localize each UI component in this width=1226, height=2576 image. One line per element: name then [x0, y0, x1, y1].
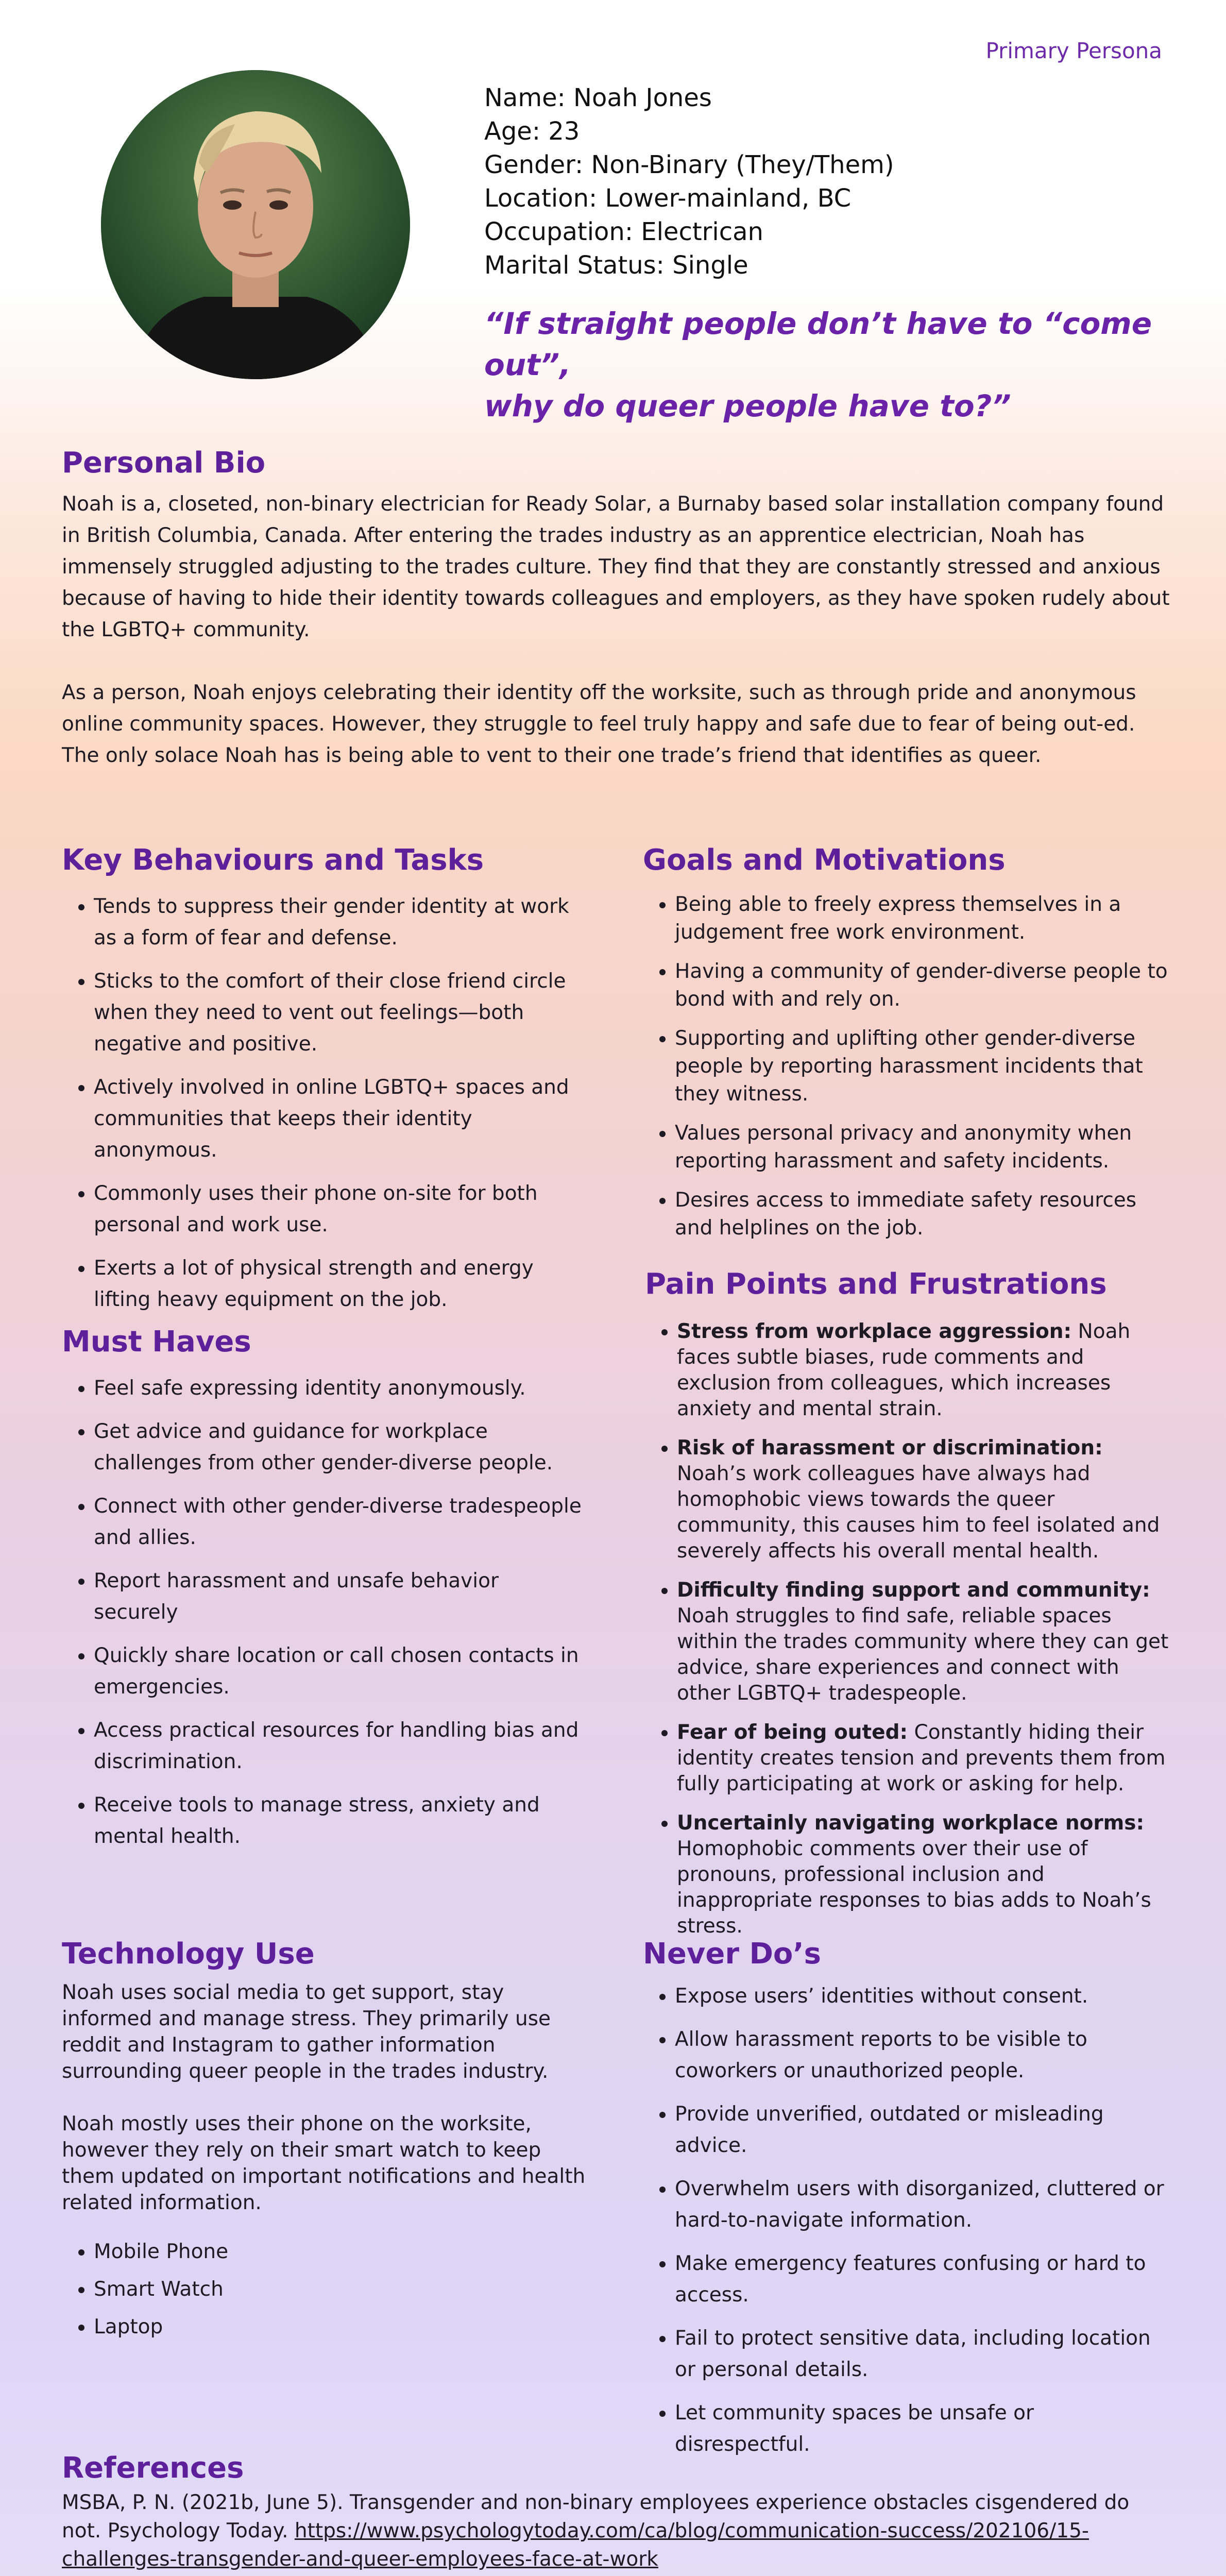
pain-point-text: Noah struggles to find safe, reliable spaces within the trades community where they can get advice, share experiences and connect with other LGBTQ+ tradespeople. [677, 1604, 1169, 1705]
profile-marital-status: Marital Status: Single [484, 251, 748, 280]
list-item: • Provide unverified, outdated or misleading advice. [675, 2098, 1168, 2161]
quote-line: why do queer people have to?” [484, 388, 1011, 423]
section-heading: References [62, 2451, 244, 2485]
pain-point-text: Homophobic comments over their use of pronouns, professional inclusion and inappropriate responses to bias adds to Noah’s stress. [677, 1837, 1151, 1938]
section-heading: Pain Points and Frustrations [645, 1267, 1107, 1301]
avatar [101, 70, 410, 379]
list-item: • Fail to protect sensitive data, including location or personal details. [675, 2323, 1168, 2385]
list-item: • Smart Watch [94, 2274, 587, 2305]
pain-point-title: Risk of harassment or discrimination: [677, 1436, 1103, 1460]
list-item: • Access practical resources for handling bias and discrimination. [94, 1715, 582, 1777]
list-item: • Tends to suppress their gender identity at work as a form of fear and defense. [94, 891, 582, 954]
must-haves-section [62, 1324, 582, 1864]
reference-text: MSBA, P. N. (2021b, June 5). Transgender and non-binary employees experience obstacles cisgendered do not. Psychology Today. [62, 2491, 1130, 2543]
list-item: • Make emergency features confusing or hard to access. [675, 2248, 1168, 2311]
pain-point-text: Noah’s work colleagues have always had homophobic views towards the queer community, this causes him to feel isolated and severely affects his overall mental health. [677, 1462, 1160, 1563]
list-item: • Report harassment and unsafe behavior securely [94, 1565, 582, 1628]
must-haves-list [62, 1372, 582, 1852]
list-item: • Exerts a lot of physical strength and energy lifting heavy equipment on the job. [94, 1252, 582, 1315]
portrait-image [101, 70, 410, 379]
quote-line: “If straight people don’t have to “come out”, [484, 306, 1152, 382]
persona-tag: Primary Persona [985, 38, 1162, 63]
list-item [677, 1578, 1170, 1706]
list-item: • Having a community of gender-diverse people to bond with and rely on. [675, 958, 1168, 1013]
technology-paragraph: Noah uses social media to get support, stay informed and manage stress. They primarily use reddit and Instagram to gather information surrounding queer people in the trades industry. [62, 1981, 551, 2083]
section-heading: Key Behaviours and Tasks [62, 843, 484, 877]
never-dos-section [643, 1936, 1168, 2472]
behaviours-list [62, 891, 582, 1315]
list-item: • Mobile Phone [94, 2236, 587, 2267]
never-dos-list [643, 1980, 1168, 2460]
pain-points-section [645, 1266, 1170, 1953]
section-heading: Never Do’s [643, 1937, 822, 1971]
list-item: • Supporting and uplifting other gender-diverse people by reporting harassment incidents that they witness. [675, 1025, 1168, 1108]
technology-paragraph: Noah mostly uses their phone on the worksite, however they rely on their smart watch to keep them updated on important notifications and health related information. [62, 2112, 586, 2214]
list-item: • Let community spaces be unsafe or disrespectful. [675, 2397, 1168, 2460]
pain-point-text: Constantly hiding their identity creates tension and prevents them from fully participating at work or asking for help. [677, 1721, 1166, 1795]
section-heading: Technology Use [62, 1937, 315, 1971]
list-item: • Get advice and guidance for workplace challenges from other gender-diverse people. [94, 1416, 582, 1479]
list-item: • Receive tools to manage stress, anxiety and mental health. [94, 1789, 582, 1852]
list-item: • Quickly share location or call chosen contacts in emergencies. [94, 1640, 582, 1703]
profile-name: Name: Noah Jones [484, 83, 712, 112]
list-item: • Values personal privacy and anonymity when reporting harassment and safety incidents. [675, 1120, 1168, 1175]
list-item: • Actively involved in online LGBTQ+ spaces and communities that keeps their identity anonymous. [94, 1072, 582, 1166]
list-item: • Connect with other gender-diverse tradespeople and allies. [94, 1490, 582, 1553]
list-item: • Commonly uses their phone on-site for both personal and work use. [94, 1178, 582, 1241]
list-item: • Expose users’ identities without consent. [675, 1980, 1168, 2012]
list-item: • Being able to freely express themselves in a judgement free work environment. [675, 891, 1168, 946]
reference-entry [62, 2488, 1169, 2573]
bio-paragraph: As a person, Noah enjoys celebrating their identity off the worksite, such as through pride and anonymous online community spaces. However, they struggle to feel truly happy and safe due to fear of being out-ed. The only solace Noah has is being able to vent to their one trade’s friend that identifies as queer. [62, 681, 1136, 767]
list-item: • Feel safe expressing identity anonymously. [94, 1372, 582, 1404]
pain-point-title: Stress from workplace aggression: [677, 1320, 1072, 1343]
pain-points-list [645, 1319, 1170, 1939]
profile-gender: Gender: Non-Binary (They/Them) [484, 150, 894, 179]
pain-point-title: Difficulty finding support and community: [677, 1579, 1150, 1602]
pain-point-text: Noah faces subtle biases, rude comments and exclusion from colleagues, which increases anxiety and mental strain. [677, 1320, 1131, 1420]
list-item: • Overwhelm users with disorganized, cluttered or hard-to-navigate information. [675, 2173, 1168, 2236]
section-heading: Goals and Motivations [643, 843, 1006, 877]
list-item [677, 1319, 1170, 1422]
pain-point-title: Uncertainly navigating workplace norms: [677, 1811, 1145, 1835]
list-item: • Sticks to the comfort of their close friend circle when they need to vent out feelings—both negative and positive. [94, 965, 582, 1060]
persona-quote [484, 303, 1154, 427]
goals-list [643, 891, 1168, 1242]
technology-use-section [62, 1936, 587, 2349]
list-item [677, 1720, 1170, 1797]
bio-paragraph: Noah is a, closeted, non-binary electrician for Ready Solar, a Burnaby based solar installation company found in British Columbia, Canada. After entering the trades industry as an apprentice electrician, Noah has immensely struggled adjusting to the trades culture. They find that they are constantly stressed and anxious because of having to hide their identity towards colleagues and employers, as they have spoken rudely about the LGBTQ+ community. [62, 493, 1170, 641]
profile-occupation: Occupation: Electrican [484, 217, 763, 246]
devices-list [62, 2236, 587, 2343]
section-heading: Personal Bio [62, 446, 266, 480]
list-item: • Allow harassment reports to be visible to coworkers or unauthorized people. [675, 2024, 1168, 2087]
section-heading: Must Haves [62, 1325, 251, 1359]
list-item [677, 1435, 1170, 1564]
profile-details [484, 81, 894, 282]
list-item [677, 1810, 1170, 1939]
references-section [62, 2450, 1169, 2576]
goals-section [643, 842, 1168, 1253]
profile-age: Age: 23 [484, 117, 580, 146]
personal-bio-section [62, 445, 1174, 803]
list-item: • Laptop [94, 2311, 587, 2343]
key-behaviours-section [62, 842, 582, 1327]
pain-point-title: Fear of being outed: [677, 1721, 908, 1744]
list-item: • Desires access to immediate safety resources and helplines on the job. [675, 1187, 1168, 1242]
profile-location: Location: Lower-mainland, BC [484, 184, 852, 213]
reference-link[interactable]: https://www.psychologytoday.com/ca/blog/communication-success/202106/15-challenges-transgender-and-queer-employees-face-at-work [62, 2519, 1089, 2571]
